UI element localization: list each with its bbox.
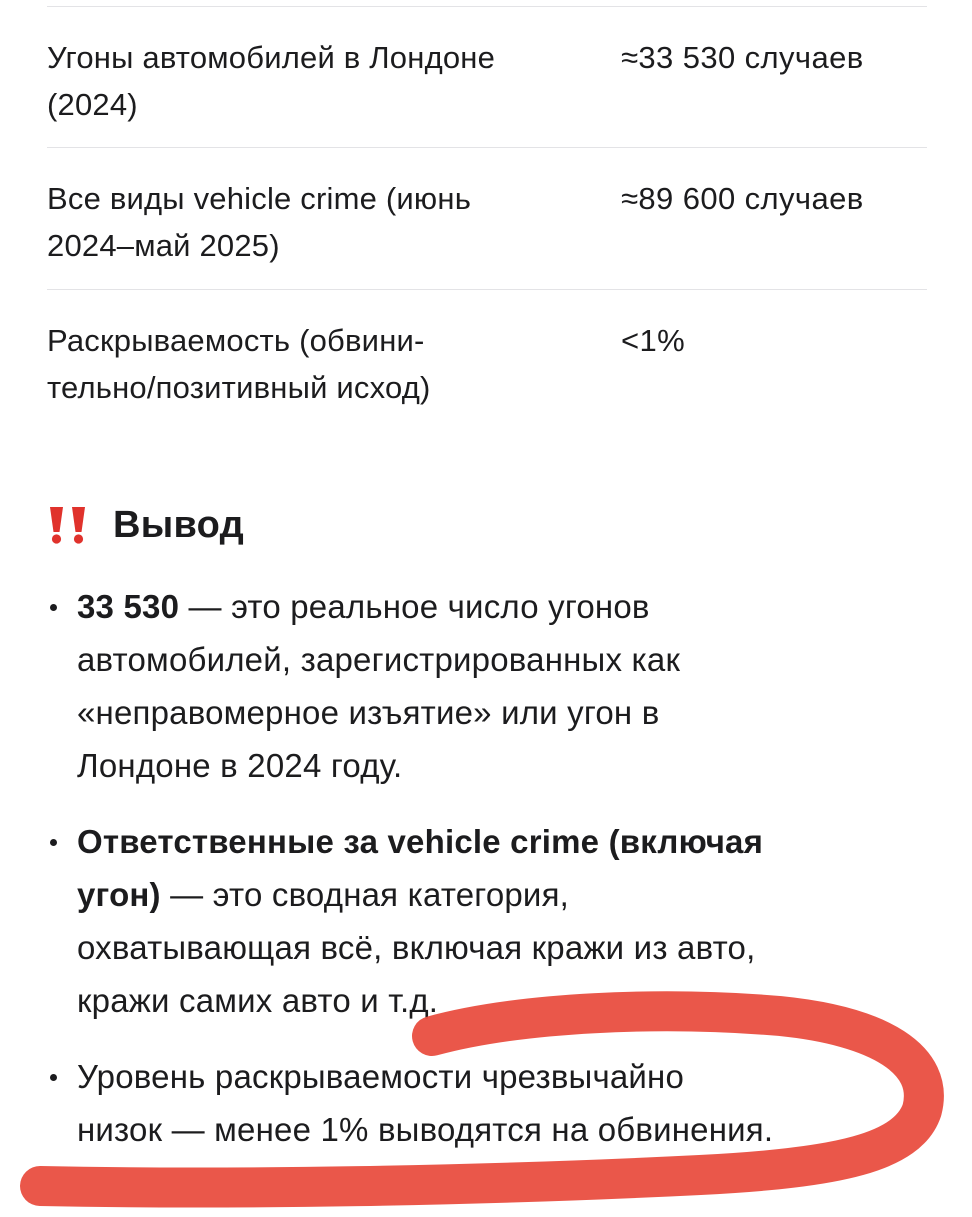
row-label-line: Угоны автомобилей в Лондоне xyxy=(47,40,496,75)
list-item-line: Лондоне в 2024 году. xyxy=(77,747,403,784)
list-item-line xyxy=(77,580,927,633)
conclusion-title: Вывод xyxy=(113,503,245,546)
double-exclamation-icon xyxy=(47,505,91,545)
bullet-dot xyxy=(50,1074,57,1081)
bullet-text: — это сводная категория, xyxy=(160,876,570,913)
row-label xyxy=(47,317,587,411)
bullet-bold-text: угон) xyxy=(77,876,161,913)
list-item-line: охватывающая всё, включая кражи из авто, xyxy=(77,929,756,966)
list-item-line: автомобилей, зарегистрированных как xyxy=(77,641,681,678)
conclusion-list xyxy=(47,580,927,1179)
row-label-line: Раскрываемость (обвини- xyxy=(47,323,425,358)
table-row xyxy=(47,148,927,290)
list-item xyxy=(47,1050,927,1156)
bullet-bold-text: 33 530 xyxy=(77,588,180,625)
list-item-line xyxy=(77,868,927,921)
list-item xyxy=(47,815,927,1027)
table-row xyxy=(47,290,927,430)
conclusion-heading xyxy=(47,497,244,553)
list-item-line: Уровень раскрываемости чрезвычайно xyxy=(77,1058,685,1095)
row-label xyxy=(47,34,587,128)
row-label-line: 2024–май 2025) xyxy=(47,228,280,263)
list-item-line: кражи самих авто и т.д. xyxy=(77,982,439,1019)
row-label-line: Все виды vehicle crime (июнь xyxy=(47,181,472,216)
bullet-text: — это реальное число угонов xyxy=(179,588,650,625)
bullet-bold-text: Ответственные за vehicle crime (включая xyxy=(77,823,764,860)
row-label-line: (2024) xyxy=(47,87,138,122)
row-value: ≈89 600 случаев xyxy=(621,181,864,216)
list-item-line: «неправомерное изъятие» или угон в xyxy=(77,694,660,731)
bullet-dot xyxy=(50,839,57,846)
row-label xyxy=(47,175,587,269)
row-label-line: тельно/позитивный исход) xyxy=(47,370,431,405)
list-item-line: низок — менее 1% выводятся на обвинения. xyxy=(77,1111,774,1148)
stats-table xyxy=(47,7,927,430)
row-value: ≈33 530 случаев xyxy=(621,40,864,75)
table-row xyxy=(47,7,927,148)
list-item xyxy=(47,580,927,792)
bullet-dot xyxy=(50,604,57,611)
row-value: <1% xyxy=(621,323,686,358)
